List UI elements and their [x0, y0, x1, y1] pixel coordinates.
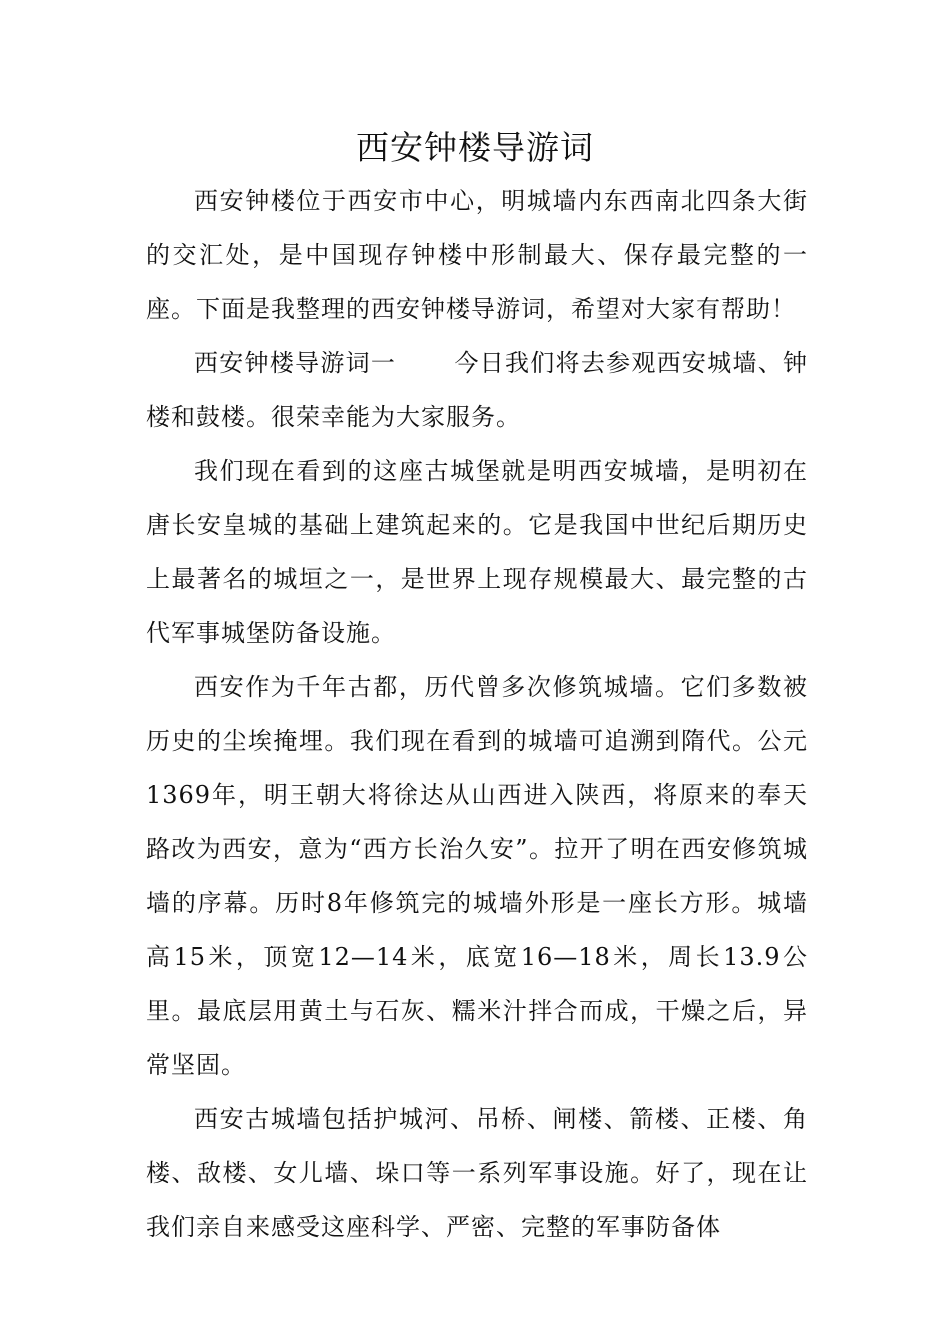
body-paragraph-1: 我们现在看到的这座古城堡就是明西安城墙，是明初在唐长安皇城的基础上建筑起来的。它是我国中世纪后期历史上最著名的城垣之一，是世界上现存规模最大、最完整的古代军事城堡防备设施。: [146, 457, 808, 647]
intro-paragraph: 西安钟楼位于西安市中心，明城墙内东西南北四条大街的交汇处，是中国现存钟楼中形制最大、保存最完整的一座。下面是我整理的西安钟楼导游词，希望对大家有帮助！: [146, 187, 808, 323]
section-opening: 今日我们将去参观西安城墙、钟楼和鼓楼。很荣幸能为大家服务。: [146, 349, 809, 431]
section-one-paragraph: [146, 336, 808, 444]
body-paragraph-2: 西安作为千年古都，历代曾多次修筑城墙。它们多数被历史的尘埃掩埋。我们现在看到的城墙可追溯到隋代。公元1369年，明王朝大将徐达从山西进入陕西，将原来的奉天路改为西安，意为“西方长治久安”。拉开了明在西安修筑城墙的序幕。历时8年修筑完的城墙外形是一座长方形。城墙高15米，顶宽12—14米，底宽16—18米，周长13.9公里。最底层用黄土与石灰、糯米汁拌合而成，干燥之后，异常坚固。: [146, 673, 808, 1079]
body-paragraph-3: 西安古城墙包括护城河、吊桥、闸楼、箭楼、正楼、角楼、敌楼、女儿墙、垛口等一系列军事设施。好了，现在让我们亲自来感受这座科学、严密、完整的军事防备体: [146, 1105, 808, 1241]
section-heading: 西安钟楼导游词一: [194, 349, 397, 377]
document-title: 西安钟楼导游词: [356, 128, 594, 167]
document-body: [146, 174, 808, 1254]
